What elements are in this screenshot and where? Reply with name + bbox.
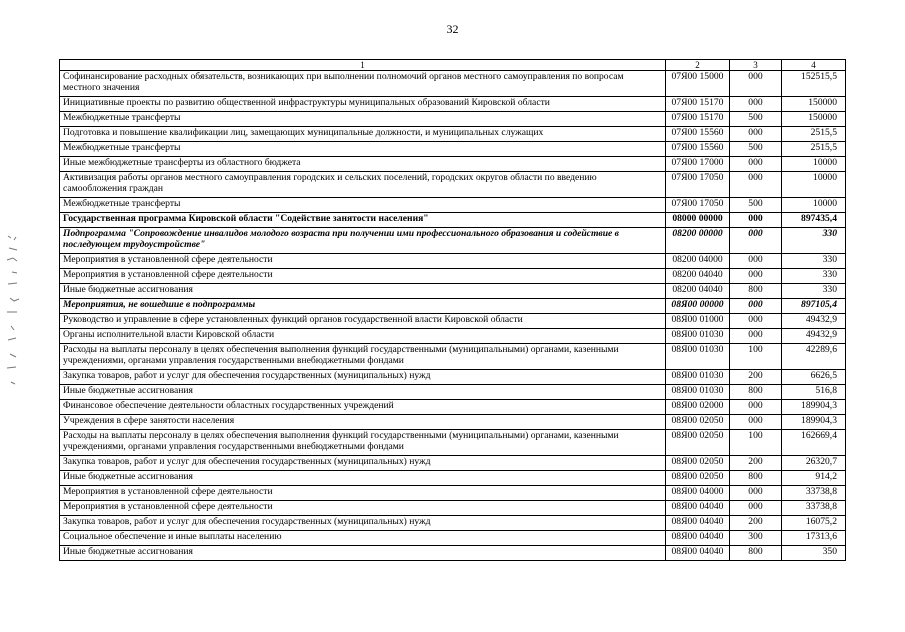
row-name-cell: Мероприятия в установленной сфере деятельности [60, 269, 666, 284]
table-row [60, 385, 846, 400]
row-amount-cell: 49432,9 [782, 329, 846, 344]
table-row [60, 198, 846, 213]
row-code-cell: 08Я00 02050 [666, 415, 730, 430]
row-code-cell: 07Я00 15170 [666, 97, 730, 112]
column-header-type: 3 [730, 60, 782, 71]
row-type-cell: 000 [730, 127, 782, 142]
table-row [60, 142, 846, 157]
row-type-cell: 000 [730, 329, 782, 344]
row-type-cell: 000 [730, 486, 782, 501]
row-type-cell: 000 [730, 228, 782, 254]
table-row [60, 314, 846, 329]
row-type-cell: 000 [730, 254, 782, 269]
row-type-cell: 200 [730, 370, 782, 385]
row-code-cell: 07Я00 17050 [666, 172, 730, 198]
row-type-cell: 000 [730, 172, 782, 198]
table-row [60, 172, 846, 198]
row-code-cell: 07Я00 17000 [666, 157, 730, 172]
row-code-cell: 07Я00 17050 [666, 198, 730, 213]
row-code-cell: 08Я00 02050 [666, 456, 730, 471]
row-name-cell: Мероприятия в установленной сфере деятельности [60, 254, 666, 269]
row-code-cell: 08Я00 02050 [666, 471, 730, 486]
table-row [60, 471, 846, 486]
row-type-cell: 000 [730, 501, 782, 516]
row-amount-cell: 350 [782, 546, 846, 561]
row-code-cell: 07Я00 15560 [666, 127, 730, 142]
row-name-cell: Мероприятия, не вошедшие в подпрограммы [60, 299, 666, 314]
row-code-cell: 08Я00 04000 [666, 486, 730, 501]
table-row [60, 546, 846, 561]
row-type-cell: 000 [730, 213, 782, 228]
row-name-cell: Мероприятия в установленной сфере деятельности [60, 501, 666, 516]
row-amount-cell: 162669,4 [782, 430, 846, 456]
row-amount-cell: 150000 [782, 112, 846, 127]
row-type-cell: 800 [730, 471, 782, 486]
row-amount-cell: 26320,7 [782, 456, 846, 471]
row-code-cell: 08Я00 02000 [666, 400, 730, 415]
table-row [60, 400, 846, 415]
row-name-cell: Государственная программа Кировской области "Содействие занятости населения" [60, 213, 666, 228]
row-name-cell: Закупка товаров, работ и услуг для обеспечения государственных (муниципальных) нужд [60, 516, 666, 531]
row-name-cell: Мероприятия в установленной сфере деятельности [60, 486, 666, 501]
row-code-cell: 08Я00 04040 [666, 546, 730, 561]
row-amount-cell: 330 [782, 254, 846, 269]
row-code-cell: 08Я00 01030 [666, 329, 730, 344]
row-code-cell: 07Я00 15170 [666, 112, 730, 127]
row-type-cell: 800 [730, 546, 782, 561]
row-amount-cell: 2515,5 [782, 142, 846, 157]
row-name-cell: Иные бюджетные ассигнования [60, 284, 666, 299]
row-amount-cell: 189904,3 [782, 415, 846, 430]
table-header-row [60, 60, 846, 71]
table-row [60, 127, 846, 142]
row-type-cell: 000 [730, 71, 782, 97]
table-row [60, 71, 846, 97]
row-name-cell: Расходы на выплаты персоналу в целях обеспечения выполнения функций государственными (муниципальными) органами, казенными учреждениями, органами управления государственными внебюджетными фондами [60, 430, 666, 456]
row-type-cell: 000 [730, 415, 782, 430]
table-row [60, 112, 846, 127]
row-amount-cell: 6626,5 [782, 370, 846, 385]
row-name-cell: Иные бюджетные ассигнования [60, 546, 666, 561]
row-name-cell: Подпрограмма "Сопровождение инвалидов молодого возраста при получении ими профессионального образования и содействие в последующем трудоустройстве" [60, 228, 666, 254]
table-body [60, 71, 846, 561]
row-name-cell: Межбюджетные трансферты [60, 142, 666, 157]
row-type-cell: 000 [730, 400, 782, 415]
table-row [60, 299, 846, 314]
row-type-cell: 800 [730, 385, 782, 400]
budget-table [59, 59, 846, 561]
row-amount-cell: 10000 [782, 198, 846, 213]
row-amount-cell: 897435,4 [782, 213, 846, 228]
row-type-cell: 500 [730, 198, 782, 213]
table-row [60, 370, 846, 385]
row-amount-cell: 2515,5 [782, 127, 846, 142]
row-name-cell: Иные бюджетные ассигнования [60, 385, 666, 400]
row-type-cell: 000 [730, 97, 782, 112]
row-code-cell: 08Я00 01030 [666, 344, 730, 370]
page-number: 32 [446, 22, 459, 36]
row-code-cell: 08200 04040 [666, 269, 730, 284]
row-name-cell: Расходы на выплаты персоналу в целях обеспечения выполнения функций государственными (муниципальными) органами, казенными учреждениями, органами управления государственными внебюджетными фондами [60, 344, 666, 370]
table-row [60, 329, 846, 344]
row-amount-cell: 330 [782, 228, 846, 254]
row-name-cell: Социальное обеспечение и иные выплаты населению [60, 531, 666, 546]
table-row [60, 415, 846, 430]
row-name-cell: Активизация работы органов местного самоуправления городских и сельских поселений, городских округов области по введению самообложения граждан [60, 172, 666, 198]
table-row [60, 269, 846, 284]
row-name-cell: Межбюджетные трансферты [60, 112, 666, 127]
row-amount-cell: 10000 [782, 157, 846, 172]
row-amount-cell: 33738,8 [782, 486, 846, 501]
table-row [60, 284, 846, 299]
row-type-cell: 300 [730, 531, 782, 546]
row-amount-cell: 330 [782, 284, 846, 299]
column-header-amount: 4 [782, 60, 846, 71]
row-amount-cell: 16075,2 [782, 516, 846, 531]
row-code-cell: 08Я00 01000 [666, 314, 730, 329]
row-code-cell: 08Я00 01030 [666, 370, 730, 385]
row-amount-cell: 42289,6 [782, 344, 846, 370]
row-amount-cell: 152515,5 [782, 71, 846, 97]
row-code-cell: 08Я00 00000 [666, 299, 730, 314]
row-type-cell: 000 [730, 299, 782, 314]
margin-handwriting-mark [4, 232, 26, 392]
table-row [60, 516, 846, 531]
row-name-cell: Подготовка и повышение квалификации лиц, замещающих муниципальные должности, и муниципальных служащих [60, 127, 666, 142]
row-name-cell: Иные межбюджетные трансферты из областного бюджета [60, 157, 666, 172]
table-row [60, 344, 846, 370]
column-header-name: 1 [60, 60, 666, 71]
column-header-code: 2 [666, 60, 730, 71]
table-row [60, 531, 846, 546]
row-amount-cell: 914,2 [782, 471, 846, 486]
row-amount-cell: 516,8 [782, 385, 846, 400]
table-row [60, 97, 846, 112]
row-code-cell: 07Я00 15560 [666, 142, 730, 157]
row-amount-cell: 10000 [782, 172, 846, 198]
row-code-cell: 08200 00000 [666, 228, 730, 254]
row-amount-cell: 330 [782, 269, 846, 284]
row-code-cell: 08000 00000 [666, 213, 730, 228]
row-name-cell: Межбюджетные трансферты [60, 198, 666, 213]
row-amount-cell: 49432,9 [782, 314, 846, 329]
row-code-cell: 08Я00 04040 [666, 531, 730, 546]
row-amount-cell: 33738,8 [782, 501, 846, 516]
table-row [60, 430, 846, 456]
row-type-cell: 500 [730, 112, 782, 127]
row-code-cell: 07Я00 15000 [666, 71, 730, 97]
row-name-cell: Органы исполнительной власти Кировской области [60, 329, 666, 344]
row-amount-cell: 17313,6 [782, 531, 846, 546]
row-name-cell: Софинансирование расходных обязательств, возникающих при выполнении полномочий органов местного самоуправления по вопросам местного значения [60, 71, 666, 97]
table-row [60, 213, 846, 228]
row-type-cell: 100 [730, 430, 782, 456]
table-row [60, 486, 846, 501]
table-row [60, 228, 846, 254]
row-type-cell: 000 [730, 157, 782, 172]
row-name-cell: Иные бюджетные ассигнования [60, 471, 666, 486]
row-code-cell: 08Я00 04040 [666, 516, 730, 531]
row-code-cell: 08200 04000 [666, 254, 730, 269]
row-code-cell: 08200 04040 [666, 284, 730, 299]
row-type-cell: 000 [730, 269, 782, 284]
row-name-cell: Финансовое обеспечение деятельности областных государственных учреждений [60, 400, 666, 415]
row-code-cell: 08Я00 02050 [666, 430, 730, 456]
row-amount-cell: 150000 [782, 97, 846, 112]
row-name-cell: Закупка товаров, работ и услуг для обеспечения государственных (муниципальных) нужд [60, 456, 666, 471]
row-type-cell: 200 [730, 516, 782, 531]
table-row [60, 501, 846, 516]
row-type-cell: 500 [730, 142, 782, 157]
row-name-cell: Учреждения в сфере занятости населения [60, 415, 666, 430]
row-code-cell: 08Я00 04040 [666, 501, 730, 516]
table-row [60, 254, 846, 269]
row-amount-cell: 897105,4 [782, 299, 846, 314]
row-type-cell: 800 [730, 284, 782, 299]
row-type-cell: 100 [730, 344, 782, 370]
table-row [60, 157, 846, 172]
row-type-cell: 200 [730, 456, 782, 471]
row-amount-cell: 189904,3 [782, 400, 846, 415]
row-type-cell: 000 [730, 314, 782, 329]
table-row [60, 456, 846, 471]
row-name-cell: Руководство и управление в сфере установленных функций органов государственной власти Кировской области [60, 314, 666, 329]
row-name-cell: Закупка товаров, работ и услуг для обеспечения государственных (муниципальных) нужд [60, 370, 666, 385]
row-name-cell: Инициативные проекты по развитию общественной инфраструктуры муниципальных образований Кировской области [60, 97, 666, 112]
row-code-cell: 08Я00 01030 [666, 385, 730, 400]
